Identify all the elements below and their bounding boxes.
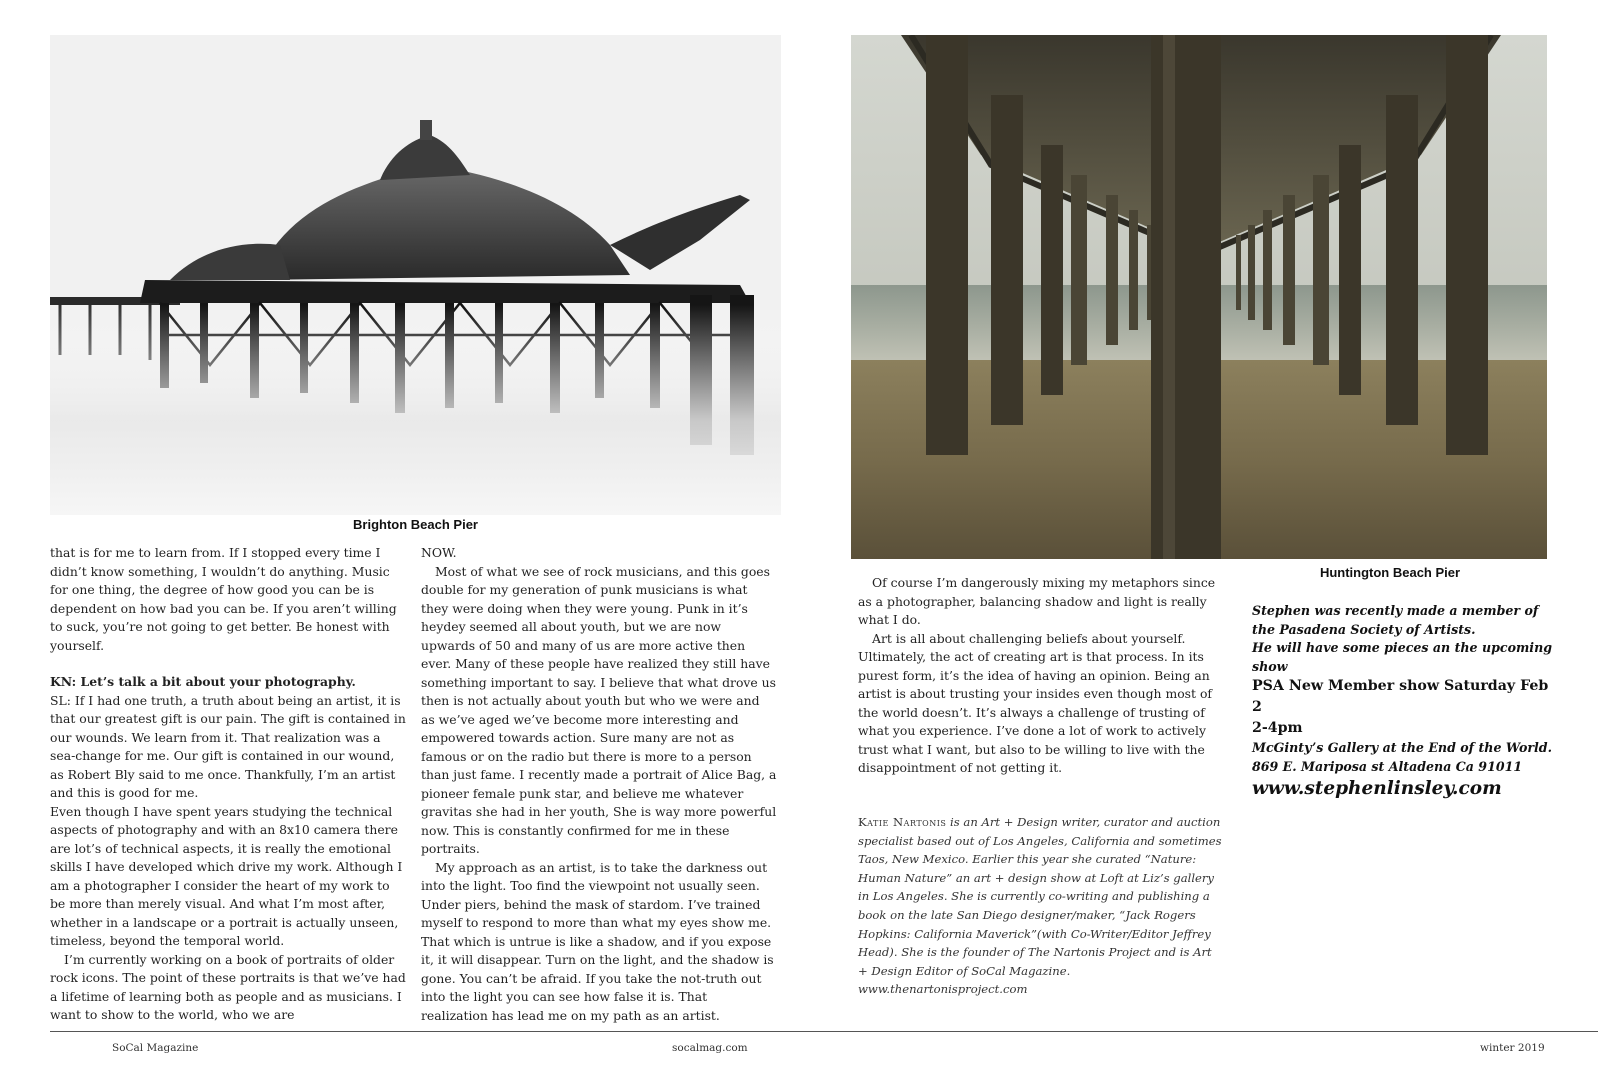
brighton-pier-photo <box>50 35 781 515</box>
show-time: 2-4pm <box>1252 720 1303 736</box>
paragraph: that is for me to learn from. If I stopped every time I didn’t know something, I wouldn’t do anything. Music for one thing, the degree of how good you can be is dependent on how bad you can be. If you aren’t willing to suck, you’re not going to get better. Be honest with yourself. <box>50 545 397 653</box>
right-photo-caption: Huntington Beach Pier <box>1319 565 1461 580</box>
author-bio <box>858 813 1222 999</box>
article-column-1 <box>50 544 406 1025</box>
paragraph: Even though I have spent years studying the technical aspects of photography and with an 8x10 camera there are lot’s of technical aspects, it is really the emotional skills I have developed which drive my work. Although I am a photographer I consider the heart of my work to be more than merely visual. And what I’m most after, whether in a landscape or a portrait is actually unseen, timeless, beyond the temporal world. <box>50 803 403 948</box>
bio-text: is an Art + Design writer, curator and auction specialist based out of Los Angeles, California and sometimes Taos, New Mexico. Earlier this year she curated “Nature: Human Nature” an art + design show at Loft at Liz’s gallery in Los Angeles. She is currently co-writing and publishing a book on the late San Diego designer/maker, “Jack Rogers Hopkins: California Maverick”(with Co-Writer/Editor Jeffrey Head). She is the founder of The Nartonis Project and is Art + Design Editor of SoCal Magazine. www.thenartonisproject.com <box>858 815 1222 997</box>
paragraph: Of course I’m dangerously mixing my metaphors since as a photographer, balancing shadow and light is really what I do. <box>858 575 1216 627</box>
paragraph: My approach as an artist, is to take the darkness out into the light. Too find the viewpoint not usually seen. Under piers, behind the mask of stardom. I’ve trained myself to respond to more than what my eyes show me. That which is untrue is like a shadow, and if you expose it, it will disappear. Turn on the light, and the shadow is gone. You can’t be afraid. If you take the not-truth out into the light you can see how false it is. That realization has lead me on my path as an artist. <box>421 859 774 1023</box>
interview-question: KN: Let’s talk a bit about your photography. <box>50 674 356 689</box>
author-name: Katie Nartonis <box>858 815 947 829</box>
footer-divider <box>50 1031 1598 1032</box>
paragraph: SL: If I had one truth, a truth about being an artist, it is that our greatest gift is our pain. The gift is contained in our wounds. We learn from it. That realization was a sea-change for me. Our gift is contained in our wound, as Robert Bly said to me once. Thankfully, I’m an artist and this is good for me. <box>50 692 406 800</box>
footer-issue: winter 2019 <box>1480 1042 1545 1054</box>
paragraph: I’m currently working on a book of portraits of older rock icons. The point of these portraits is that we’ve had a lifetime of learning both as people and as musicians. I want to show to the world, who we are <box>50 951 406 1022</box>
promo-line: Stephen was recently made a member of the Pasadena Society of Artists. <box>1252 603 1539 637</box>
paragraph: Art is all about challenging beliefs about yourself. Ultimately, the act of creating art is that process. In its purest form, it’s the idea of having an opinion. Being an artist is about trusting your insides even though most of the world doesn’t. It’s always a challenge of trusting of what you experience. I’ve done a lot of work to actively trust what I want, but also to be willing to live with the disappointment of not getting it. <box>858 630 1212 775</box>
paragraph: Most of what we see of rock musicians, and this goes double for my generation of punk musicians is what they were doing when they were young. Punk in it’s heydey seemed all about youth, but we are now upwards of 50 and many of us are more active then ever. Many of these people have realized they still have something important to say. I believe that what drove us then is not actually about youth but who we were and as we’ve aged we’ve become more interesting and empowered towards action. Sure many are not as famous or on the radio but there is more to a person than just fame. I recently made a portrait of Alice Bag, a pioneer female punk star, and believe me whatever gravitas she had in her youth, She is way more powerful now. This is constantly confirmed for me in these portraits. <box>421 563 777 856</box>
gallery-name: McGinty’s Gallery at the End of the World. <box>1252 740 1552 755</box>
paragraph: NOW. <box>421 545 457 560</box>
article-column-2 <box>421 544 777 1025</box>
promo-line: He will have some pieces an the upcoming show <box>1252 640 1553 674</box>
footer-website[interactable]: socalmag.com <box>672 1042 748 1054</box>
exhibition-promo <box>1252 602 1557 802</box>
article-column-3 <box>858 574 1222 778</box>
gallery-address: 869 E. Mariposa st Altadena Ca 91011 <box>1252 758 1523 774</box>
footer-magazine-name: SoCal Magazine <box>112 1042 199 1054</box>
website-link[interactable]: www.stephenlinsley.com <box>1252 778 1502 799</box>
left-photo-caption: Brighton Beach Pier <box>353 517 478 532</box>
show-title: PSA New Member show Saturday Feb 2 <box>1252 678 1549 715</box>
huntington-pier-photo <box>851 35 1547 559</box>
